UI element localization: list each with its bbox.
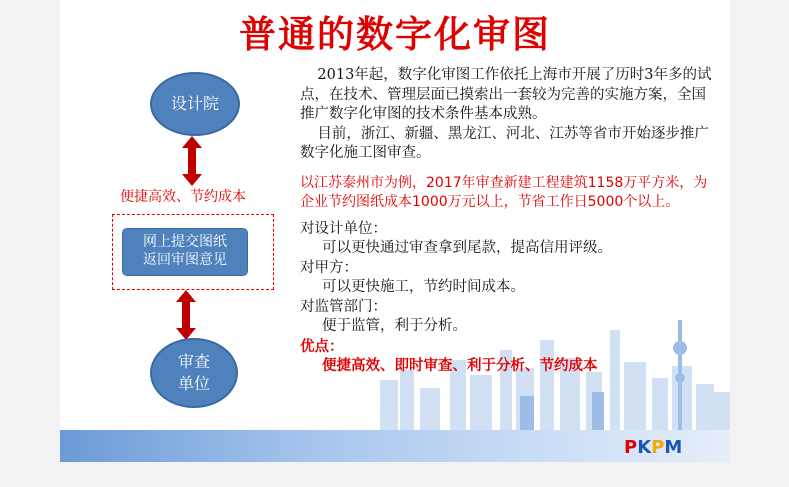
paragraph-provinces: 目前，浙江、新疆、黑龙江、河北、江苏等省市开始逐步推广数字化施工图审查。: [300, 125, 709, 161]
review-unit-line1: 审查: [177, 352, 210, 371]
slide: [60, 0, 730, 462]
submit-box: [122, 228, 248, 276]
middle-label: 便捷高效、节约成本: [120, 189, 246, 205]
content-text: [300, 66, 720, 376]
design-institute-label: 设计院: [170, 94, 219, 113]
double-arrow-icon: [180, 136, 204, 186]
pros-list: 便捷高效、即时审查、利于分析、节约成本: [322, 357, 598, 374]
regulator-benefit: 便于监管，利于分析。: [322, 318, 467, 334]
pkpm-logo: PKPM: [624, 437, 683, 458]
paragraph-pilot: 2013年起，数字化审图工作依托上海市开展了历时3年多的试点，在技术、管理层面已摸索出一套较为完善的实施方案，全国推广数字化审图的技术条件基本成熟。: [300, 67, 712, 122]
paragraph-taizhou-example: 以江苏泰州市为例，2017年审查新建工程建筑1158万平方米，为企业节约图纸成本1000万元以上，节省工作日5000个以上。: [300, 174, 708, 210]
designer-benefit: 可以更快通过审查拿到尾款，提高信用评级。: [322, 240, 612, 256]
review-unit-line2: 单位: [177, 374, 210, 393]
review-unit-node: [150, 338, 238, 408]
regulator-heading: 对监管部门：: [300, 298, 387, 315]
design-institute-node: [150, 72, 240, 136]
pros-heading: 优点：: [300, 337, 344, 355]
double-arrow-icon: [174, 290, 198, 340]
submit-box-line1: 网上提交图纸: [143, 234, 227, 250]
owner-heading: 对甲方：: [300, 259, 358, 276]
designer-heading: 对设计单位：: [300, 220, 387, 237]
owner-benefit: 可以更快施工，节约时间成本。: [322, 279, 525, 295]
submit-box-line2: 返回审图意见: [143, 252, 227, 268]
slide-title: 普通的数字化审图: [239, 12, 551, 56]
